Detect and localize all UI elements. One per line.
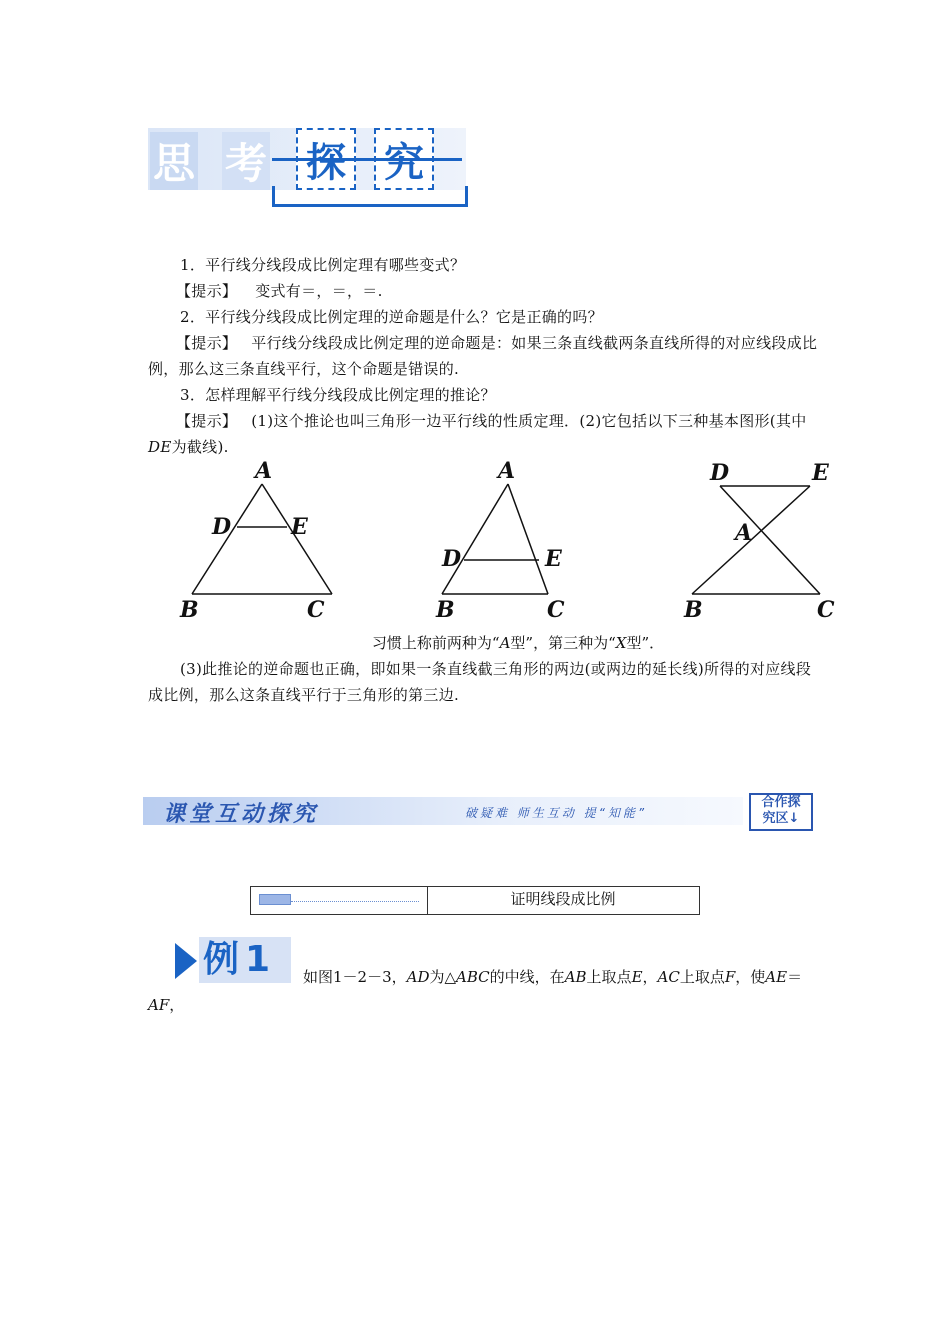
note-3: (3)此推论的逆命题也正确，即如果一条直线截三角形的两边(或两边的延长线)所得的对应线段成比例，那么这条直线平行于三角形的第三边. — [148, 660, 812, 704]
fig1-label-B: B — [180, 597, 199, 623]
ex-part: 为△ — [429, 968, 457, 986]
ex-var: AB — [564, 968, 587, 986]
figure-3 — [683, 460, 835, 623]
ex-var: ABC — [456, 968, 490, 986]
hint-2 — [148, 330, 818, 382]
example-text — [148, 963, 818, 1019]
figure-1 — [179, 458, 332, 623]
banner-char-1: 思 — [150, 132, 198, 190]
fig1-label-E: E — [291, 514, 308, 540]
fig3-label-A: A — [735, 520, 753, 546]
fig3-label-E: E — [812, 460, 829, 486]
banner2-badge — [749, 793, 813, 831]
caption-var-2: X — [615, 634, 627, 652]
ex-part: ＝ — [787, 968, 803, 986]
caption-var-1: A — [499, 634, 511, 652]
question-3: 3．怎样理解平行线分线段成比例定理的推论？ — [180, 386, 496, 404]
section-banner-think-explore — [148, 128, 466, 208]
hint-1 — [148, 278, 818, 304]
topic-tag-icon — [259, 894, 291, 905]
triangle-figures — [170, 456, 850, 626]
ex-var: E — [631, 968, 643, 986]
topic-label: 证明线段成比例 — [510, 890, 616, 908]
caption-part-3: 型”． — [626, 634, 665, 652]
hint-3-var: DE — [148, 438, 172, 456]
hint-tag: 【提示】 — [176, 334, 238, 352]
example-badge-label: 例1 — [199, 937, 291, 983]
hint-tag: 【提示】 — [176, 282, 238, 300]
question-2: 2．平行线分线段成比例定理的逆命题是什么？它是正确的吗？ — [180, 308, 603, 326]
hint-3-text: (1)这个推论也叫三角形一边平行线的性质定理．(2)它包括以下三种基本图形(其中 — [251, 412, 807, 430]
fig1-label-C: C — [307, 597, 325, 623]
banner-char-3: 探 — [296, 128, 356, 190]
hint-3 — [148, 408, 818, 460]
section-banner-class-interaction — [143, 793, 815, 831]
topic-box — [250, 886, 700, 915]
hint-1-text: 变式有＝，＝，＝. — [255, 282, 383, 300]
hint-2-text: 平行线分线段成比例定理的逆命题是：如果三条直线截两条直线所得的对应线段成比例，那么这三条直线平行，这个命题是错误的. — [148, 334, 818, 378]
ex-part: 上取点 — [586, 968, 632, 986]
ex-part: 的中线，在 — [489, 968, 565, 986]
badge-line-1: 合作探 — [761, 795, 801, 810]
fig1-label-D: D — [212, 514, 232, 540]
ex-var: AD — [406, 968, 430, 986]
banner-line — [272, 158, 462, 161]
ex-var: AF — [148, 996, 170, 1014]
hint-tag: 【提示】 — [176, 412, 238, 430]
fig2-label-A: A — [498, 458, 516, 484]
ex-part: 上取点 — [679, 968, 725, 986]
fig2-label-B: B — [436, 597, 455, 623]
ex-part: ， — [169, 996, 185, 1014]
caption-part-2: 型”，第三种为“ — [510, 634, 616, 652]
figure-caption — [148, 630, 818, 656]
fig3-label-D: D — [710, 460, 730, 486]
ex-var: AC — [657, 968, 680, 986]
fig2-label-C: C — [547, 597, 565, 623]
banner2-subtitle: 破疑难 师生互动 提“知能” — [465, 806, 648, 820]
ex-var: F — [724, 968, 736, 986]
ex-var: AE — [765, 968, 788, 986]
ex-part: ， — [642, 968, 658, 986]
badge-line-2: 究区↓ — [762, 811, 800, 826]
hint-3-text-after: 为截线). — [171, 438, 229, 456]
banner-char-4: 究 — [374, 128, 434, 190]
banner2-title: 课堂互动探究 — [163, 802, 320, 827]
question-1: 1．平行线分线段成比例定理有哪些变式？ — [180, 256, 466, 274]
ex-part: ，使 — [735, 968, 766, 986]
fig2-label-D: D — [442, 546, 462, 572]
fig2-label-E: E — [545, 546, 562, 572]
caption-part-1: 习惯上称前两种为“ — [371, 634, 500, 652]
banner-char-2: 考 — [222, 132, 270, 190]
fig1-label-A: A — [255, 458, 273, 484]
fig3-label-B: B — [684, 597, 703, 623]
figure-2 — [435, 458, 565, 623]
ex-part: 如图1－2－3， — [303, 968, 407, 986]
topic-arrow-line — [291, 901, 419, 902]
banner-bracket — [272, 186, 468, 207]
fig3-label-C: C — [817, 597, 835, 623]
